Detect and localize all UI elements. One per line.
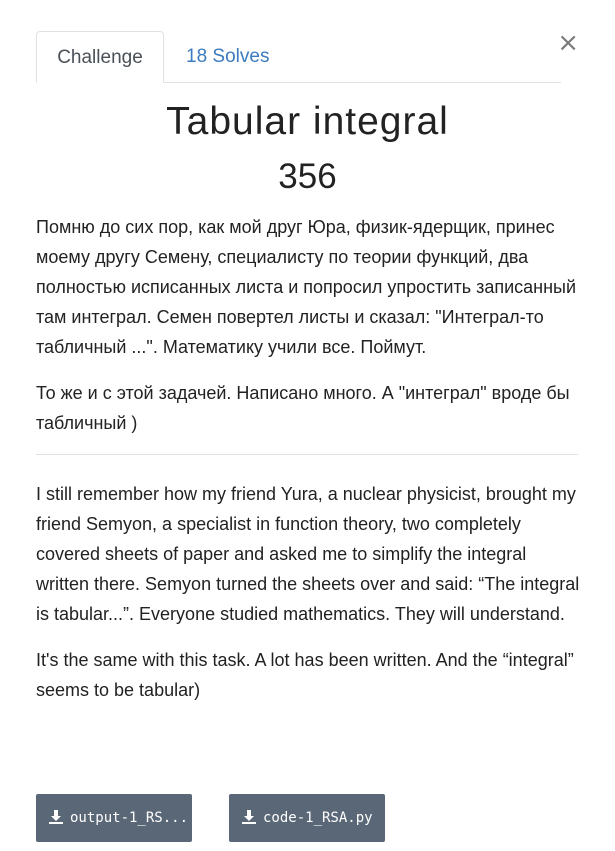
- challenge-description: [36, 212, 584, 721]
- divider: [36, 454, 578, 455]
- file-name: output-1_RS...: [70, 810, 189, 826]
- file-download-button-output[interactable]: [36, 794, 192, 842]
- description-ru-paragraph-2: То же и с этой задачей. Написано много. А "интеграл" вроде бы табличный ): [36, 383, 570, 433]
- tab-solves[interactable]: 18 Solves: [186, 46, 270, 67]
- tab-challenge[interactable]: Challenge: [36, 31, 164, 83]
- description-ru-paragraph-1: Помню до сих пор, как мой друг Юра, физик-ядерщик, принес моему другу Семену, специалисту по теории функций, два полностью исписанных листа и попросил упростить записанный там интеграл. Семен повертел листы и сказал: "Интеграл-то табличный ...". Математику учили все. Поймут.: [36, 217, 577, 357]
- challenge-points: 356: [278, 157, 337, 196]
- tab-bar: [36, 31, 561, 83]
- file-name: code-1_RSA.py: [263, 810, 373, 826]
- description-en-paragraph-1: I still remember how my friend Yura, a nuclear physicist, brought my friend Semyon, a specialist in function theory, two completely covered sheets of paper and asked me to simplify the integral written there. Semyon turned the sheets over and said: “The integral is tabular...”. Everyone studied mathematics. They will understand.: [36, 484, 580, 624]
- close-button[interactable]: ×: [557, 28, 579, 58]
- file-download-button-code[interactable]: [229, 794, 385, 842]
- download-icon: [48, 809, 64, 825]
- challenge-title: Tabular integral: [166, 100, 449, 143]
- download-icon: [241, 809, 257, 825]
- description-en-paragraph-2: It's the same with this task. A lot has been written. And the “integral” seems to be tabular): [36, 650, 574, 700]
